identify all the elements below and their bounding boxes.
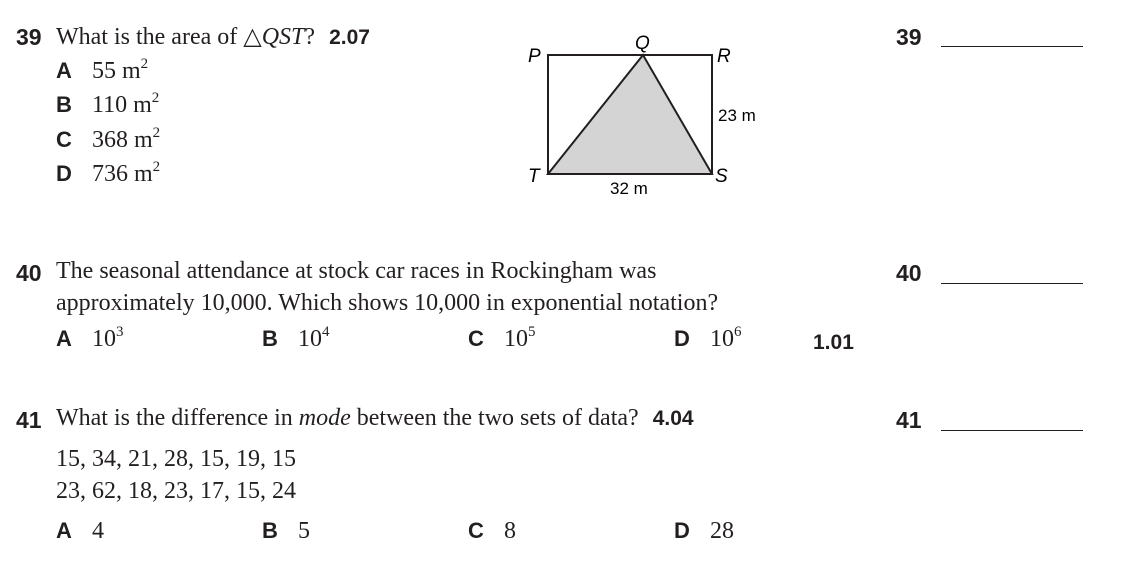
choice-letter: C	[468, 326, 484, 351]
question-text-part: between the two sets of data?	[350, 405, 639, 431]
answer-number: 39	[896, 24, 922, 50]
choice-exponent: 3	[116, 324, 124, 340]
skill-code: 1.01	[813, 331, 854, 354]
choice-a	[56, 518, 104, 545]
triangle-name: QST	[261, 24, 305, 50]
choice-letter: D	[674, 518, 690, 543]
triangle-symbol: △	[243, 24, 262, 50]
choice-c	[468, 518, 516, 545]
question-text-italic: mode	[298, 405, 351, 431]
choice-value: 10	[298, 326, 322, 352]
question-text	[56, 405, 694, 432]
question-text-line-1: The seasonal attendance at stock car races in Rockingham was	[56, 258, 657, 284]
question-number: 40	[16, 260, 42, 286]
choice-c	[56, 127, 160, 154]
question-text-part: ?	[304, 24, 316, 50]
choice-letter: C	[56, 127, 72, 152]
answer-blank[interactable]	[941, 430, 1083, 431]
choice-letter: A	[56, 518, 72, 543]
choice-exponent: 4	[322, 324, 330, 340]
choice-exponent: 2	[152, 125, 161, 141]
choice-value: 110 m	[92, 92, 152, 118]
skill-code: 4.04	[652, 407, 694, 430]
choice-value: 10	[92, 326, 116, 352]
choice-value: 368 m	[92, 127, 153, 153]
choice-d	[56, 161, 160, 188]
choice-d	[674, 326, 742, 353]
skill-code: 2.07	[329, 26, 370, 49]
question-number: 39	[16, 24, 42, 50]
choice-value: 736 m	[92, 161, 153, 187]
choice-b	[262, 518, 310, 545]
label-q: Q	[635, 33, 650, 54]
question-text-part: What is the difference in	[56, 405, 299, 431]
answer-blank[interactable]	[941, 283, 1083, 284]
choice-value: 10	[504, 326, 528, 352]
label-s: S	[715, 166, 728, 187]
choice-value: 5	[298, 518, 310, 544]
choice-exponent: 6	[734, 324, 742, 340]
choice-exponent: 2	[152, 159, 161, 175]
choice-letter: A	[56, 326, 72, 351]
choice-value: 4	[92, 518, 104, 544]
choice-letter: D	[674, 326, 690, 351]
label-r: R	[717, 46, 731, 67]
choice-letter: A	[56, 58, 72, 83]
label-p: P	[528, 46, 541, 67]
choice-letter: D	[56, 161, 72, 186]
choice-value: 10	[710, 326, 734, 352]
answer-number: 40	[896, 260, 922, 286]
choice-exponent: 5	[528, 324, 536, 340]
choice-d	[674, 518, 734, 545]
label-t: T	[528, 166, 540, 187]
question-text-part: What is the area of	[56, 24, 244, 50]
rectangle-triangle-figure	[520, 30, 770, 205]
choice-c	[468, 326, 536, 353]
choice-letter: B	[262, 326, 278, 351]
choice-letter: C	[468, 518, 484, 543]
choice-exponent: 2	[151, 90, 160, 106]
choice-value: 8	[504, 518, 516, 544]
choice-value: 28	[710, 518, 734, 544]
choice-b	[262, 326, 330, 353]
answer-number: 41	[896, 407, 922, 433]
height-label: 23 m	[718, 106, 756, 125]
choice-b	[56, 92, 159, 119]
question-text	[56, 22, 370, 51]
choice-a	[56, 326, 124, 353]
answer-blank[interactable]	[941, 46, 1083, 47]
choice-letter: B	[262, 518, 278, 543]
question-text-line-2: approximately 10,000. Which shows 10,000 in exponential notation?	[56, 290, 719, 316]
base-label: 32 m	[610, 179, 648, 198]
choice-a	[56, 58, 148, 85]
choice-value: 55 m	[92, 58, 141, 84]
data-set-2: 23, 62, 18, 23, 17, 15, 24	[56, 478, 296, 504]
data-set-1: 15, 34, 21, 28, 15, 19, 15	[56, 446, 296, 472]
choice-letter: B	[56, 92, 72, 117]
question-number: 41	[16, 407, 42, 433]
triangle-qst	[548, 55, 712, 174]
choice-exponent: 2	[140, 56, 149, 72]
